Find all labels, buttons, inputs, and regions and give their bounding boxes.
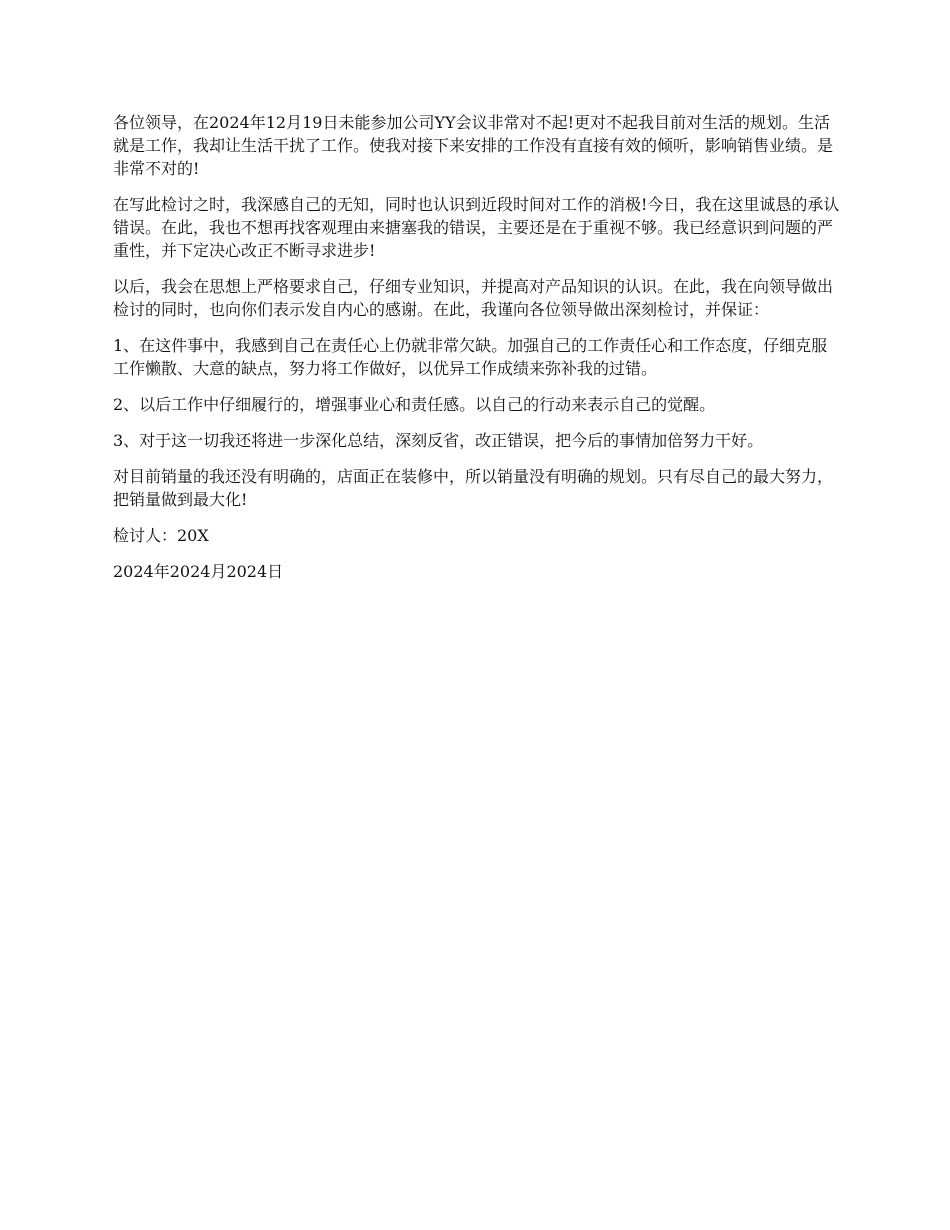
paragraph-reflection: 在写此检讨之时，我深感自己的无知，同时也认识到近段时间对工作的消极!今日，我在这里诚恳的承认错误。在此，我也不想再找客观理由来搪塞我的错误，主要还是在于重视不够。我已经意识到问题的严重性，并下定决心改正不断寻求进步! (113, 195, 840, 260)
paragraph-sales: 对目前销量的我还没有明确的，店面正在装修中，所以销量没有明确的规划。只有尽自己的最大努力，把销量做到最大化! (113, 467, 834, 509)
paragraph-intro: 各位领导，在2024年12月19日未能参加公司YY会议非常对不起!更对不起我目前对生活的规划。生活就是工作，我却让生活干扰了工作。使我对接下来安排的工作没有直接有效的倾听，影响销售业绩。是非常不对的! (113, 113, 834, 178)
paragraph-commitment: 以后，我会在思想上严格要求自己，仔细专业知识，并提高对产品知识的认识。在此，我在向领导做出检讨的同时，也向你们表示发自内心的感谢。在此，我谨向各位领导做出深刻检讨，并保证： (113, 277, 834, 319)
pledge-item-1: 1、在这件事中，我感到自己在责任心上仍就非常欠缺。加强自己的工作责任心和工作态度，仔细克服工作懒散、大意的缺点，努力将工作做好，以优异工作成绩来弥补我的过错。 (113, 336, 828, 378)
pledge-item-3: 3、对于这一切我还将进一步深化总结，深刻反省，改正错误，把今后的事情加倍努力干好。 (113, 431, 764, 450)
date-line: 2024年2024月2024日 (113, 562, 284, 581)
document-page (113, 111, 841, 596)
signature-line: 检讨人：20X (113, 526, 209, 545)
pledge-item-2: 2、以后工作中仔细履行的，增强事业心和责任感。以自己的行动来表示自己的觉醒。 (113, 395, 716, 414)
